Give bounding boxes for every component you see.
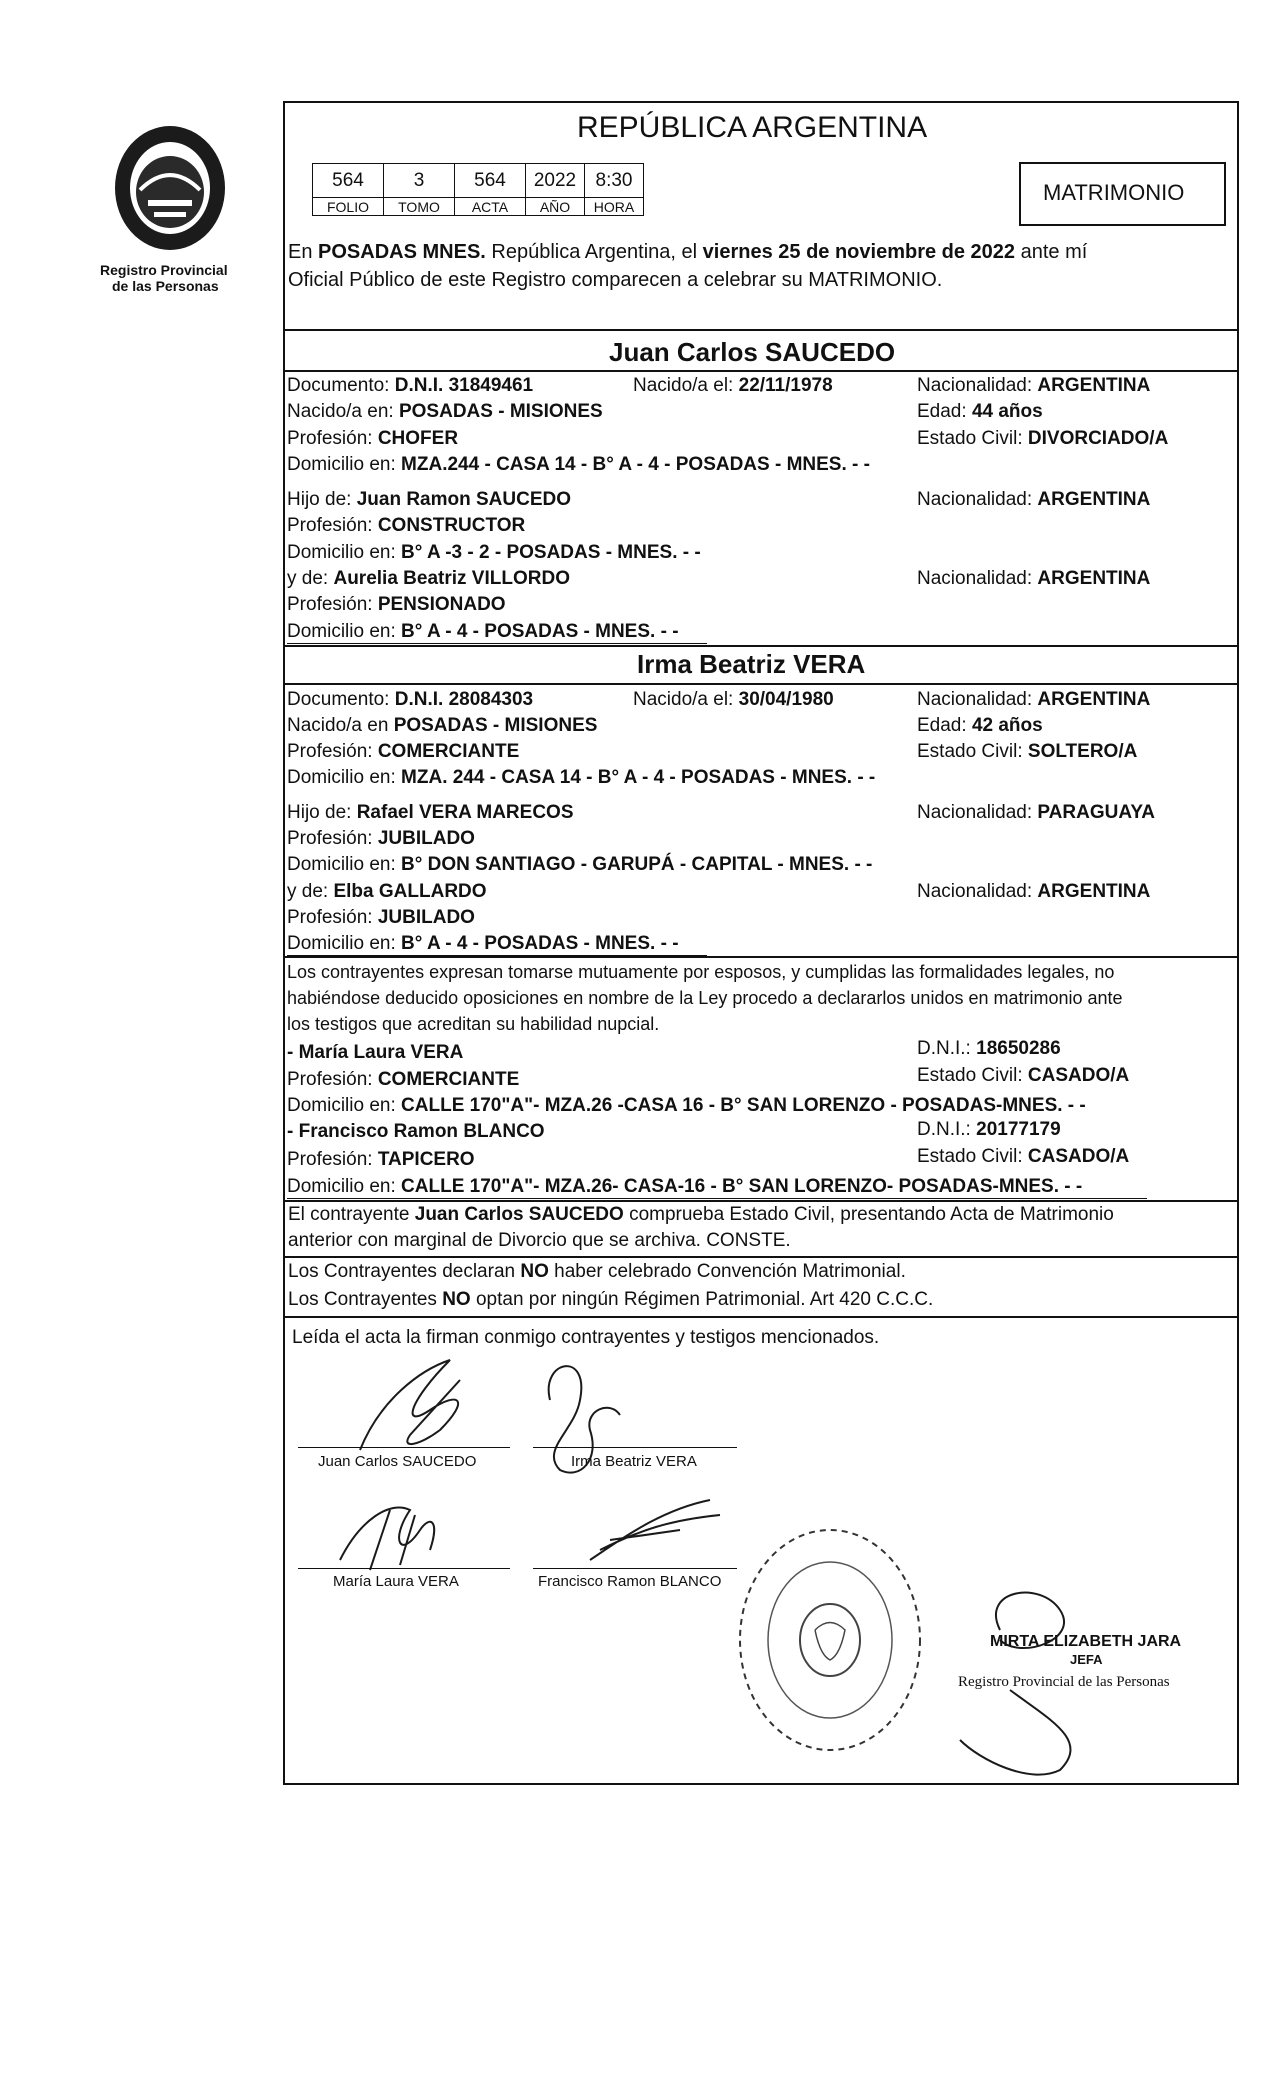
intro-pre: En	[288, 241, 319, 263]
post: haber celebrado Convención Matrimonial.	[548, 1261, 906, 1282]
groom-father-address	[287, 541, 701, 565]
anio-label: AÑO	[526, 198, 585, 216]
divider	[283, 956, 1237, 958]
divider	[283, 329, 1237, 331]
folio-label: FOLIO	[313, 198, 384, 216]
value: CALLE 170"A"- MZA.26- CASA-16 - B° SAN LORENZO- POSADAS-MNES. - -	[401, 1176, 1083, 1197]
value: CONSTRUCTOR	[377, 515, 526, 536]
bride-mother-address	[287, 932, 679, 956]
official-office: Registro Provincial de las Personas	[958, 1674, 1170, 1690]
label: Estado Civil:	[917, 428, 1023, 449]
divider	[283, 1200, 1237, 1202]
witness-1-address	[287, 1094, 1086, 1118]
groom-addr-value: MZA.244 - CASA 14 - B° A - 4 - POSADAS - MNES. - -	[401, 454, 870, 475]
value: Elba GALLARDO	[333, 881, 487, 902]
label: Domicilio en:	[287, 1176, 396, 1197]
witness-2-signature-label: Francisco Ramon BLANCO	[538, 1573, 722, 1590]
value: JUBILADO	[377, 907, 475, 928]
acta-value: 564	[455, 164, 526, 198]
value: 20177179	[976, 1119, 1061, 1140]
official-role: JEFA	[1070, 1652, 1103, 1667]
value: PARAGUAYA	[1037, 802, 1155, 823]
tomo-value: 3	[384, 164, 455, 198]
official-name: MIRTA ELIZABETH JARA	[990, 1633, 1182, 1650]
bride-father	[287, 801, 574, 825]
address-underline	[287, 643, 707, 644]
label: Domicilio en:	[287, 1095, 396, 1116]
convention-line-2	[288, 1288, 933, 1312]
witness-1-signature-label: María Laura VERA	[333, 1573, 459, 1590]
groom-civil-status	[917, 427, 1168, 451]
bride-mother	[287, 880, 487, 904]
groom-signature	[340, 1340, 500, 1470]
groom-profession	[287, 427, 458, 451]
label: Documento:	[287, 689, 390, 710]
bride-birthplace-value: POSADAS - MISIONES	[393, 715, 598, 736]
label: Estado Civil:	[917, 1146, 1023, 1167]
label: Nacionalidad:	[917, 375, 1033, 396]
divider	[283, 1256, 1237, 1258]
bride-addr-value: MZA. 244 - CASA 14 - B° A - 4 - POSADAS - MNES. - -	[401, 767, 876, 788]
intro-mid: República Argentina, el	[485, 241, 703, 263]
groom-nat-value: ARGENTINA	[1037, 375, 1151, 396]
groom-father	[287, 488, 571, 512]
label: Nacionalidad:	[917, 881, 1033, 902]
groom-father-profession	[287, 514, 525, 538]
registry-stamp-seal	[730, 1520, 930, 1760]
label: Nacionalidad:	[917, 802, 1033, 823]
label: Estado Civil:	[917, 741, 1023, 762]
signature-line	[533, 1568, 737, 1569]
folio-value: 564	[313, 164, 384, 198]
label: Profesión:	[287, 907, 373, 928]
label: Domicilio en:	[287, 933, 396, 954]
label: Nacido/a en	[287, 715, 389, 736]
witness-1-dni	[917, 1037, 1061, 1061]
label: Domicilio en:	[287, 854, 396, 875]
country-title: REPÚBLICA ARGENTINA	[577, 111, 928, 144]
bride-age-value: 42 años	[971, 715, 1043, 736]
label: Profesión:	[287, 594, 373, 615]
value: ARGENTINA	[1037, 489, 1151, 510]
bride-mother-nationality	[917, 880, 1150, 904]
label: Domicilio en:	[287, 542, 396, 563]
logo-caption-line2: de las Personas	[112, 278, 219, 294]
bride-father-profession	[287, 827, 475, 851]
value: ARGENTINA	[1037, 881, 1151, 902]
bride-address	[287, 766, 875, 790]
groom-signature-label: Juan Carlos SAUCEDO	[318, 1453, 477, 1470]
note-line-2: anterior con marginal de Divorcio que se archiva. CONSTE.	[288, 1230, 791, 1251]
groom-nationality	[917, 374, 1150, 398]
value: JUBILADO	[377, 828, 475, 849]
label: Edad:	[917, 715, 967, 736]
bold: NO	[520, 1261, 549, 1282]
value: PENSIONADO	[377, 594, 506, 615]
label: D.N.I.:	[917, 1038, 971, 1059]
divider	[283, 683, 1237, 685]
groom-name: Juan Carlos SAUCEDO	[609, 337, 896, 367]
label: Hijo de:	[287, 489, 352, 510]
witness-2-name: - Francisco Ramon BLANCO	[287, 1121, 545, 1142]
label: Profesión:	[287, 828, 373, 849]
label: Documento:	[287, 375, 390, 396]
groom-born	[633, 374, 833, 398]
label: Nacido/a el:	[633, 375, 734, 396]
value: B° A - 4 - POSADAS - MNES. - -	[401, 621, 679, 642]
groom-civil-value: DIVORCIADO/A	[1027, 428, 1169, 449]
act-type-label: MATRIMONIO	[1043, 180, 1185, 205]
label: Nacionalidad:	[917, 489, 1033, 510]
groom-prof-value: CHOFER	[377, 428, 459, 449]
bride-birthplace	[287, 714, 597, 738]
bride-signature-label: Irma Beatriz VERA	[571, 1453, 697, 1470]
value: B° DON SANTIAGO - GARUPÁ - CAPITAL - MNES. - -	[401, 854, 873, 875]
groom-age-value: 44 años	[971, 401, 1043, 422]
label: Profesión:	[287, 515, 373, 536]
bride-father-nationality	[917, 801, 1155, 825]
bride-mother-profession	[287, 906, 475, 930]
label: Hijo de:	[287, 802, 352, 823]
bride-father-address	[287, 853, 872, 877]
declaration-line-3: los testigos que acreditan su habilidad nupcial.	[287, 1014, 660, 1034]
acta-label: ACTA	[455, 198, 526, 216]
note-name: Juan Carlos SAUCEDO	[414, 1204, 624, 1225]
witness-1-name: - María Laura VERA	[287, 1042, 464, 1063]
bride-born-value: 30/04/1980	[738, 689, 834, 710]
label: Profesión:	[287, 741, 373, 762]
value: Rafael VERA MARECOS	[356, 802, 574, 823]
bold: NO	[442, 1289, 471, 1310]
value: ARGENTINA	[1037, 568, 1151, 589]
pre: Los Contrayentes declaran	[288, 1261, 521, 1282]
bride-prof-value: COMERCIANTE	[377, 741, 520, 762]
note-post: comprueba Estado Civil, presentando Acta de Matrimonio	[623, 1204, 1114, 1225]
label: y de:	[287, 568, 329, 589]
groom-mother-address	[287, 620, 679, 644]
label: Domicilio en:	[287, 454, 396, 475]
label: Profesión:	[287, 1069, 373, 1090]
witness-2-address	[287, 1175, 1082, 1199]
intro-line-2: Oficial Público de este Registro comparecen a celebrar su MATRIMONIO.	[288, 269, 943, 291]
bride-born	[633, 688, 834, 712]
witness-2-profession	[287, 1148, 475, 1172]
label: Nacionalidad:	[917, 689, 1033, 710]
groom-mother	[287, 567, 570, 591]
bride-civil-status	[917, 740, 1137, 764]
intro-date: viernes 25 de noviembre de 2022	[702, 241, 1016, 263]
groom-father-nationality	[917, 488, 1150, 512]
groom-father-value: Juan Ramon SAUCEDO	[356, 489, 572, 510]
label: Edad:	[917, 401, 967, 422]
intro-place: POSADAS MNES.	[318, 241, 486, 263]
signature-line	[533, 1447, 737, 1448]
hora-label: HORA	[585, 198, 644, 216]
label: Nacido/a el:	[633, 689, 734, 710]
value: CASADO/A	[1027, 1146, 1130, 1167]
groom-doc-value: D.N.I. 31849461	[394, 375, 534, 396]
groom-address	[287, 453, 870, 477]
pre: Los Contrayentes	[288, 1289, 443, 1310]
label: Profesión:	[287, 428, 373, 449]
value: 18650286	[976, 1038, 1061, 1059]
witness-1-profession	[287, 1068, 519, 1092]
groom-mother-nationality	[917, 567, 1150, 591]
tomo-label: TOMO	[384, 198, 455, 216]
signature-line	[298, 1447, 510, 1448]
witness-2-dni	[917, 1118, 1061, 1142]
address-underline	[287, 1198, 1147, 1199]
declaration-line-2: habiéndose deducido oposiciones en nombre de la Ley procedo a declararlos unidos en matrimonio ante	[287, 988, 1123, 1008]
intro-post: ante mí	[1015, 241, 1088, 263]
value: COMERCIANTE	[377, 1069, 520, 1090]
bride-nat-value: ARGENTINA	[1037, 689, 1151, 710]
label: Nacionalidad:	[917, 568, 1033, 589]
convention-line-1	[288, 1260, 906, 1284]
logo-caption-line1: Registro Provincial	[100, 262, 228, 278]
label: Profesión:	[287, 1149, 373, 1170]
divider	[283, 1316, 1237, 1318]
value: B° A -3 - 2 - POSADAS - MNES. - -	[401, 542, 701, 563]
provincial-seal-logo	[108, 120, 233, 255]
value: CASADO/A	[1027, 1065, 1130, 1086]
post: optan por ningún Régimen Patrimonial. Art 420 C.C.C.	[470, 1289, 934, 1310]
label: Domicilio en:	[287, 767, 396, 788]
declaration-line-1: Los contrayentes expresan tomarse mutuamente por esposos, y cumplidas las formalidades legales, no	[287, 962, 1115, 982]
witness-2-signature	[580, 1490, 740, 1570]
groom-birthplace-value: POSADAS - MISIONES	[398, 401, 603, 422]
signature-line	[298, 1568, 510, 1569]
label: y de:	[287, 881, 329, 902]
bride-nationality	[917, 688, 1150, 712]
note-line-1	[288, 1203, 1114, 1227]
anio-value: 2022	[526, 164, 585, 198]
value: Aurelia Beatriz VILLORDO	[333, 568, 570, 589]
value: B° A - 4 - POSADAS - MNES. - -	[401, 933, 679, 954]
hora-value: 8:30	[585, 164, 644, 198]
value: TAPICERO	[377, 1149, 475, 1170]
intro-line-1	[288, 240, 1087, 264]
bride-profession	[287, 740, 519, 764]
bride-doc	[287, 688, 533, 712]
note-pre: El contrayente	[288, 1204, 415, 1225]
bride-civil-value: SOLTERO/A	[1027, 741, 1138, 762]
registry-grid	[312, 163, 644, 216]
divider	[283, 370, 1237, 372]
bride-doc-value: D.N.I. 28084303	[394, 689, 534, 710]
groom-mother-profession	[287, 593, 506, 617]
signatures-intro: Leída el acta la firman conmigo contrayentes y testigos mencionados.	[292, 1327, 880, 1348]
witness-1-civil-status	[917, 1064, 1129, 1088]
groom-age	[917, 400, 1043, 424]
witness-1-signature	[330, 1480, 470, 1580]
label: Domicilio en:	[287, 621, 396, 642]
groom-birthplace	[287, 400, 603, 424]
value: CALLE 170"A"- MZA.26 -CASA 16 - B° SAN LORENZO - POSADAS-MNES. - -	[401, 1095, 1086, 1116]
label: Estado Civil:	[917, 1065, 1023, 1086]
label: D.N.I.:	[917, 1119, 971, 1140]
groom-born-value: 22/11/1978	[738, 375, 833, 396]
bride-age	[917, 714, 1043, 738]
bride-name: Irma Beatriz VERA	[637, 649, 866, 679]
groom-doc	[287, 374, 533, 398]
label: Nacido/a en:	[287, 401, 394, 422]
divider	[283, 645, 1237, 647]
witness-2-civil-status	[917, 1145, 1129, 1169]
